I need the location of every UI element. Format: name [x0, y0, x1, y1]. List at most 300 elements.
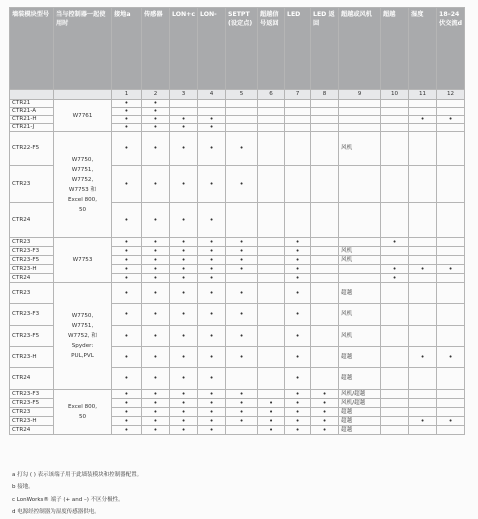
terminal-text-cell: 超越 — [339, 417, 381, 426]
terminal-check: • — [170, 265, 198, 274]
terminal-check: • — [142, 203, 170, 238]
terminal-check: • — [170, 368, 198, 390]
terminal-cell — [258, 108, 285, 116]
terminal-check: • — [112, 132, 142, 166]
model-cell: CTR24 — [10, 203, 54, 238]
terminal-check: • — [142, 256, 170, 265]
terminal-check: • — [142, 326, 170, 347]
terminal-cell — [381, 203, 409, 238]
controller-cell: Excel 800, 50 — [54, 390, 112, 435]
terminal-check: • — [198, 166, 226, 203]
terminal-check: • — [170, 116, 198, 124]
terminal-text-cell: 风机 — [339, 326, 381, 347]
terminal-cell — [311, 166, 339, 203]
table-header-row — [10, 8, 465, 90]
terminal-check: • — [112, 390, 142, 399]
terminal-text-cell: 超越 — [339, 283, 381, 304]
terminal-cell — [258, 368, 285, 390]
terminal-check: • — [226, 390, 258, 399]
terminal-check: • — [112, 203, 142, 238]
header-cell: 当与控制器一起使用时 — [54, 8, 112, 90]
terminal-cell — [258, 247, 285, 256]
terminal-check: • — [437, 417, 465, 426]
terminal-text-cell: 超越 — [339, 368, 381, 390]
terminal-cell — [170, 100, 198, 108]
terminal-check: • — [170, 238, 198, 247]
terminal-check: • — [142, 304, 170, 326]
terminal-check: • — [226, 304, 258, 326]
terminal-check: • — [285, 274, 311, 283]
model-cell: CTR23 — [10, 408, 54, 417]
model-cell: CTR23-F5 — [10, 326, 54, 347]
terminal-matrix-table — [9, 7, 465, 435]
terminal-check: • — [198, 203, 226, 238]
model-cell: CTR23-F5 — [10, 256, 54, 265]
terminal-check: • — [226, 347, 258, 368]
terminal-cell — [258, 116, 285, 124]
terminal-check: • — [142, 108, 170, 116]
terminal-check: • — [311, 399, 339, 408]
terminal-cell — [437, 166, 465, 203]
column-number: 6 — [258, 90, 285, 100]
terminal-check: • — [112, 326, 142, 347]
terminal-check: • — [198, 417, 226, 426]
terminal-text-cell: 风机 — [339, 132, 381, 166]
terminal-cell — [409, 203, 437, 238]
terminal-cell — [226, 116, 258, 124]
terminal-cell — [381, 408, 409, 417]
header-cell: LON- — [198, 8, 226, 90]
terminal-check: • — [226, 238, 258, 247]
model-cell: CTR21-A — [10, 108, 54, 116]
terminal-check: • — [285, 304, 311, 326]
model-cell: CTR23-F3 — [10, 304, 54, 326]
terminal-cell — [381, 124, 409, 132]
terminal-check: • — [142, 274, 170, 283]
terminal-check: • — [142, 408, 170, 417]
terminal-check: • — [170, 203, 198, 238]
terminal-check: • — [170, 426, 198, 435]
model-cell: CTR21 — [10, 100, 54, 108]
column-number: 10 — [381, 90, 409, 100]
terminal-check: • — [198, 238, 226, 247]
terminal-check: • — [198, 116, 226, 124]
terminal-check: • — [198, 265, 226, 274]
terminal-check: • — [142, 132, 170, 166]
terminal-cell — [409, 100, 437, 108]
model-cell: CTR23-F5 — [10, 399, 54, 408]
terminal-text-cell: 风机 — [339, 304, 381, 326]
terminal-check: • — [170, 417, 198, 426]
terminal-check: • — [437, 265, 465, 274]
model-cell: CTR23-H — [10, 347, 54, 368]
terminal-check: • — [311, 408, 339, 417]
terminal-cell — [285, 132, 311, 166]
terminal-cell — [437, 132, 465, 166]
terminal-check: • — [142, 124, 170, 132]
terminal-check: • — [409, 265, 437, 274]
terminal-cell — [311, 256, 339, 265]
terminal-check: • — [198, 124, 226, 132]
terminal-check: • — [285, 417, 311, 426]
controller-cell: W7761 — [54, 100, 112, 132]
terminal-check: • — [198, 368, 226, 390]
terminal-cell — [409, 390, 437, 399]
terminal-check: • — [409, 417, 437, 426]
terminal-check: • — [226, 417, 258, 426]
terminal-check: • — [142, 368, 170, 390]
terminal-cell — [339, 116, 381, 124]
terminal-cell — [311, 116, 339, 124]
terminal-cell — [311, 238, 339, 247]
terminal-check: • — [142, 166, 170, 203]
model-cell: CTR24 — [10, 426, 54, 435]
terminal-check: • — [258, 417, 285, 426]
terminal-check: • — [381, 265, 409, 274]
terminal-cell — [437, 274, 465, 283]
terminal-cell — [258, 166, 285, 203]
terminal-check: • — [437, 347, 465, 368]
terminal-cell — [381, 283, 409, 304]
terminal-check: • — [170, 347, 198, 368]
controller-cell: W7750, W7751, W7752, W7753 和 Excel 800, 50 — [54, 132, 112, 238]
terminal-check: • — [198, 426, 226, 435]
terminal-check: • — [409, 116, 437, 124]
terminal-cell — [409, 426, 437, 435]
terminal-check: • — [170, 124, 198, 132]
terminal-check: • — [285, 265, 311, 274]
terminal-check: • — [285, 326, 311, 347]
terminal-cell — [285, 166, 311, 203]
terminal-cell — [311, 100, 339, 108]
terminal-cell — [409, 124, 437, 132]
terminal-cell — [409, 132, 437, 166]
terminal-cell — [339, 274, 381, 283]
terminal-check: • — [170, 399, 198, 408]
terminal-cell — [258, 283, 285, 304]
model-cell: CTR21-J — [10, 124, 54, 132]
terminal-check: • — [170, 247, 198, 256]
terminal-cell — [381, 368, 409, 390]
header-cell: 接地a — [112, 8, 142, 90]
terminal-check: • — [112, 283, 142, 304]
header-cell: 墙装模块型号 — [10, 8, 54, 90]
terminal-check: • — [198, 408, 226, 417]
terminal-cell — [409, 108, 437, 116]
table-row — [10, 238, 465, 247]
terminal-cell — [409, 256, 437, 265]
terminal-check: • — [112, 108, 142, 116]
column-number: 5 — [226, 90, 258, 100]
terminal-cell — [311, 132, 339, 166]
column-number: 2 — [142, 90, 170, 100]
terminal-cell — [258, 256, 285, 265]
terminal-check: • — [112, 417, 142, 426]
terminal-cell — [285, 100, 311, 108]
terminal-check: • — [198, 304, 226, 326]
terminal-check: • — [142, 238, 170, 247]
terminal-check: • — [285, 426, 311, 435]
column-number-row — [10, 90, 465, 100]
terminal-cell — [437, 247, 465, 256]
terminal-check: • — [226, 283, 258, 304]
header-cell: 18–24伏交流d — [437, 8, 465, 90]
terminal-cell — [437, 326, 465, 347]
terminal-check: • — [198, 283, 226, 304]
terminal-cell — [409, 274, 437, 283]
model-cell: CTR21-H — [10, 116, 54, 124]
terminal-cell — [437, 100, 465, 108]
terminal-check: • — [112, 347, 142, 368]
terminal-check: • — [226, 166, 258, 203]
footnotes — [12, 469, 142, 518]
header-cell: 超越 — [381, 8, 409, 90]
terminal-cell — [339, 166, 381, 203]
terminal-cell — [311, 247, 339, 256]
terminal-check: • — [198, 399, 226, 408]
terminal-cell — [381, 417, 409, 426]
terminal-cell — [226, 108, 258, 116]
terminal-cell — [437, 304, 465, 326]
terminal-check: • — [112, 116, 142, 124]
terminal-check: • — [258, 426, 285, 435]
terminal-cell — [437, 283, 465, 304]
column-number: 9 — [339, 90, 381, 100]
terminal-cell — [339, 265, 381, 274]
terminal-cell — [258, 124, 285, 132]
terminal-check: • — [285, 256, 311, 265]
terminal-cell — [311, 124, 339, 132]
terminal-cell — [339, 203, 381, 238]
footnote-b: b 接地。 — [12, 484, 34, 491]
terminal-check: • — [112, 166, 142, 203]
terminal-cell — [285, 108, 311, 116]
terminal-check: • — [142, 417, 170, 426]
terminal-cell — [437, 390, 465, 399]
terminal-cell — [437, 124, 465, 132]
terminal-cell — [258, 347, 285, 368]
terminal-check: • — [142, 283, 170, 304]
terminal-cell — [258, 304, 285, 326]
terminal-text-cell: 风机/超越 — [339, 399, 381, 408]
terminal-cell — [198, 100, 226, 108]
terminal-cell — [381, 399, 409, 408]
terminal-check: • — [226, 247, 258, 256]
terminal-cell — [437, 108, 465, 116]
terminal-cell — [409, 166, 437, 203]
terminal-cell — [226, 124, 258, 132]
terminal-check: • — [112, 304, 142, 326]
terminal-check: • — [142, 390, 170, 399]
terminal-cell — [285, 116, 311, 124]
blank-cell — [10, 90, 54, 100]
terminal-check: • — [170, 283, 198, 304]
terminal-cell — [311, 326, 339, 347]
terminal-check: • — [437, 116, 465, 124]
terminal-check: • — [311, 417, 339, 426]
controller-cell: W7753 — [54, 238, 112, 283]
terminal-check: • — [112, 100, 142, 108]
terminal-cell — [339, 100, 381, 108]
terminal-cell — [311, 283, 339, 304]
column-number: 4 — [198, 90, 226, 100]
terminal-cell — [226, 368, 258, 390]
footnote-d: d 电源经控制器为湿度传感器供电。 — [12, 508, 100, 515]
terminal-check: • — [142, 426, 170, 435]
terminal-cell — [409, 368, 437, 390]
terminal-check: • — [198, 132, 226, 166]
terminal-cell — [311, 368, 339, 390]
terminal-check: • — [112, 247, 142, 256]
terminal-cell — [339, 238, 381, 247]
terminal-check: • — [112, 408, 142, 417]
model-cell: CTR23 — [10, 238, 54, 247]
terminal-check: • — [112, 265, 142, 274]
terminal-check: • — [198, 256, 226, 265]
terminal-check: • — [285, 368, 311, 390]
terminal-check: • — [170, 132, 198, 166]
column-number: 1 — [112, 90, 142, 100]
model-cell: CTR23-H — [10, 417, 54, 426]
terminal-cell — [437, 399, 465, 408]
terminal-check: • — [285, 347, 311, 368]
model-cell: CTR23 — [10, 166, 54, 203]
terminal-check: • — [226, 408, 258, 417]
terminal-text-cell: 超越 — [339, 408, 381, 417]
terminal-cell — [258, 274, 285, 283]
terminal-cell — [285, 124, 311, 132]
terminal-cell — [258, 203, 285, 238]
terminal-cell — [311, 347, 339, 368]
terminal-text-cell: 风机/超越 — [339, 390, 381, 399]
terminal-check: • — [170, 408, 198, 417]
terminal-cell — [437, 368, 465, 390]
model-cell: CTR23-F3 — [10, 390, 54, 399]
terminal-check: • — [112, 426, 142, 435]
terminal-check: • — [142, 399, 170, 408]
terminal-cell — [409, 408, 437, 417]
model-cell: CTR22-F5 — [10, 132, 54, 166]
terminal-cell — [258, 265, 285, 274]
terminal-cell — [381, 256, 409, 265]
terminal-cell — [226, 274, 258, 283]
terminal-check: • — [170, 304, 198, 326]
terminal-cell — [170, 108, 198, 116]
terminal-cell — [437, 203, 465, 238]
terminal-text-cell: 风机 — [339, 247, 381, 256]
controller-cell: W7750, W7751, W7752, 和 Spyder: PUL,PVL — [54, 283, 112, 390]
terminal-cell — [381, 304, 409, 326]
terminal-check: • — [285, 399, 311, 408]
terminal-cell — [381, 390, 409, 399]
terminal-check: • — [285, 283, 311, 304]
table-row — [10, 100, 465, 108]
model-cell: CTR23 — [10, 283, 54, 304]
terminal-check: • — [170, 326, 198, 347]
terminal-check: • — [226, 132, 258, 166]
table-row — [10, 390, 465, 399]
terminal-cell — [437, 256, 465, 265]
terminal-cell — [381, 247, 409, 256]
terminal-check: • — [409, 347, 437, 368]
terminal-check: • — [198, 326, 226, 347]
header-cell: LED — [285, 8, 311, 90]
terminal-check: • — [226, 256, 258, 265]
terminal-cell — [226, 426, 258, 435]
blank-cell — [54, 90, 112, 100]
footnote-a: a 打勾 ( ) 表示该端子用于此墙装模块和控制器配置。 — [12, 472, 143, 478]
terminal-cell — [437, 238, 465, 247]
header-cell: LON+c — [170, 8, 198, 90]
terminal-check: • — [226, 399, 258, 408]
terminal-cell — [437, 426, 465, 435]
terminal-cell — [258, 132, 285, 166]
footnote-c: c LonWorks® 端子 (+ and –) 不区分极性。 — [12, 496, 124, 503]
terminal-check: • — [311, 426, 339, 435]
terminal-check: • — [112, 399, 142, 408]
terminal-cell — [339, 108, 381, 116]
terminal-cell — [409, 238, 437, 247]
header-cell: SETPT (设定点) — [226, 8, 258, 90]
terminal-cell — [226, 100, 258, 108]
terminal-cell — [198, 108, 226, 116]
terminal-check: • — [258, 408, 285, 417]
terminal-cell — [311, 265, 339, 274]
column-number: 12 — [437, 90, 465, 100]
header-cell: 湿度 — [409, 8, 437, 90]
terminal-cell — [409, 304, 437, 326]
terminal-check: • — [198, 274, 226, 283]
terminal-cell — [381, 116, 409, 124]
terminal-check: • — [142, 347, 170, 368]
terminal-cell — [381, 132, 409, 166]
column-number: 3 — [170, 90, 198, 100]
model-cell: CTR24 — [10, 274, 54, 283]
terminal-check: • — [198, 347, 226, 368]
terminal-cell — [226, 203, 258, 238]
terminal-cell — [258, 390, 285, 399]
terminal-check: • — [112, 368, 142, 390]
terminal-cell — [437, 408, 465, 417]
terminal-check: • — [285, 238, 311, 247]
terminal-check: • — [381, 238, 409, 247]
terminal-cell — [258, 100, 285, 108]
terminal-check: • — [142, 247, 170, 256]
model-cell: CTR23-F3 — [10, 247, 54, 256]
terminal-cell — [381, 426, 409, 435]
terminal-check: • — [258, 399, 285, 408]
terminal-check: • — [112, 124, 142, 132]
terminal-check: • — [198, 390, 226, 399]
header-cell: 传感器 — [142, 8, 170, 90]
model-cell: CTR24 — [10, 368, 54, 390]
terminal-cell — [409, 326, 437, 347]
terminal-cell — [311, 274, 339, 283]
terminal-cell — [381, 108, 409, 116]
header-cell: 超越信号返回 — [258, 8, 285, 90]
terminal-text-cell: 超越 — [339, 426, 381, 435]
terminal-cell — [339, 124, 381, 132]
terminal-check: • — [285, 390, 311, 399]
terminal-cell — [311, 108, 339, 116]
terminal-check: • — [285, 247, 311, 256]
table-row — [10, 283, 465, 304]
terminal-cell — [381, 326, 409, 347]
terminal-text-cell: 风机 — [339, 256, 381, 265]
terminal-cell — [258, 238, 285, 247]
terminal-check: • — [112, 256, 142, 265]
terminal-cell — [381, 100, 409, 108]
